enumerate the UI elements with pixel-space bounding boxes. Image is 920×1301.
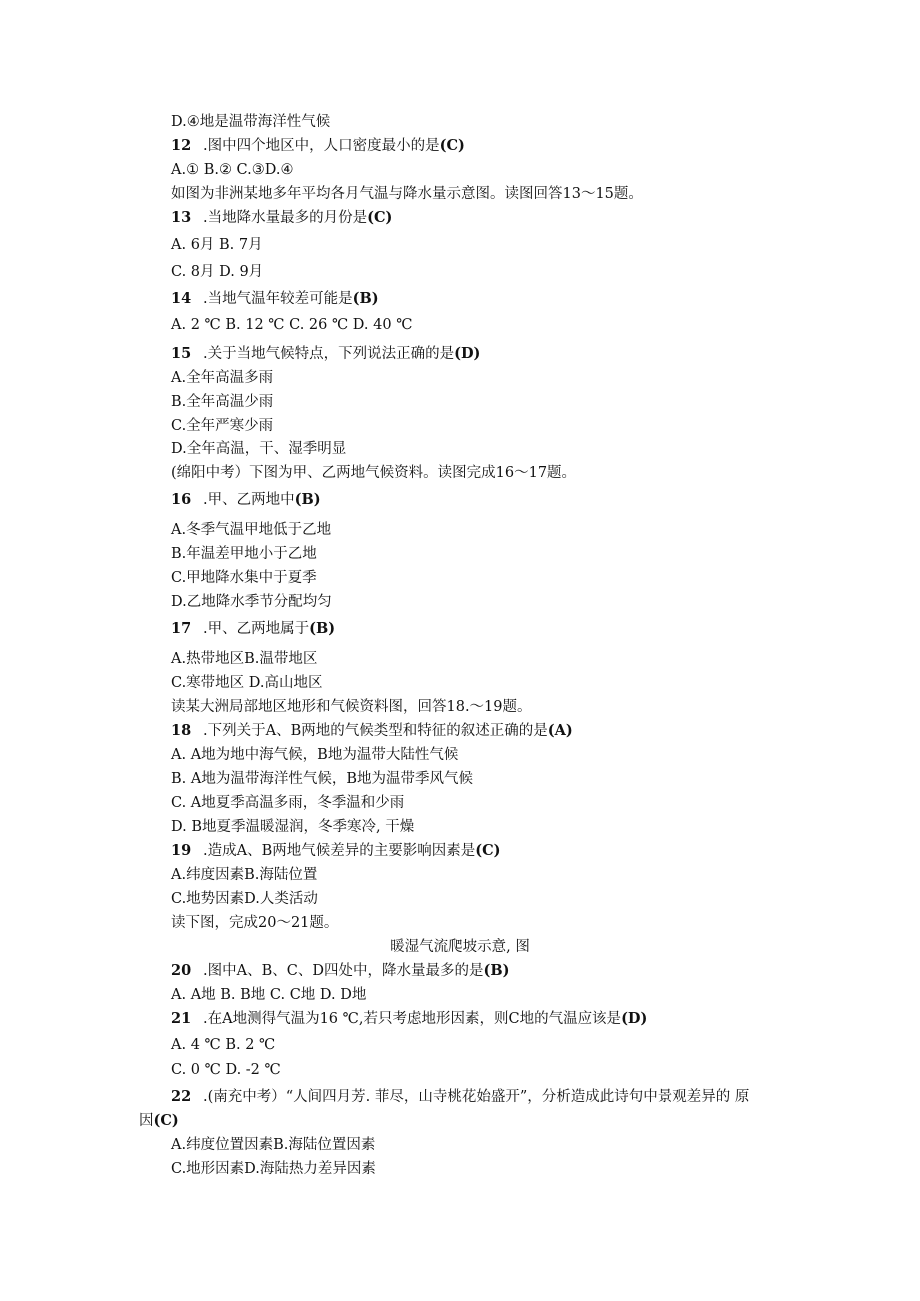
options-16-b: B.年温差甲地小于乙地 bbox=[171, 546, 317, 562]
options-19-a: A.纬度因素B.海陆位置 bbox=[171, 867, 318, 883]
section-intro-13-15: 如图为非洲某地多年平均各月气温与降水量示意图。读图回答13～15题。 bbox=[171, 186, 643, 202]
options-13-b: C. 8月 D. 9月 bbox=[171, 264, 264, 280]
options-18-d: D. B地夏季温暖湿润，冬季寒冷, 干燥 bbox=[171, 819, 415, 835]
options-20: A. A地 B. B地 C. C地 D. D地 bbox=[171, 987, 367, 1003]
options-19-b: C.地势因素D.人类活动 bbox=[171, 891, 318, 907]
question-16: 16 .甲、乙两地中(B) bbox=[171, 491, 321, 508]
options-13-a: A. 6月 B. 7月 bbox=[171, 237, 263, 253]
options-16-a: A.冬季气温甲地低于乙地 bbox=[171, 522, 332, 538]
options-17-a: A.热带地区B.温带地区 bbox=[171, 651, 318, 667]
options-21-a: A. 4 ℃ B. 2 ℃ bbox=[171, 1037, 276, 1053]
options-22-a: A.纬度位置因素B.海陆位置因素 bbox=[171, 1137, 376, 1153]
question-19: 19 .造成A、B两地气候差异的主要影响因素是(C) bbox=[171, 842, 501, 859]
question-14: 14 .当地气温年较差可能是(B) bbox=[171, 290, 379, 307]
question-13: 13 .当地降水量最多的月份是(C) bbox=[171, 209, 393, 226]
question-18: 18 .下列关于A、B两地的气候类型和特征的叙述正确的是(A) bbox=[171, 722, 573, 739]
options-17-b: C.寒带地区 D.高山地区 bbox=[171, 675, 323, 691]
options-22-b: C.地形因素D.海陆热力差异因素 bbox=[171, 1161, 376, 1177]
options-15-d: D.全年高温，干、湿季明显 bbox=[171, 441, 347, 457]
section-intro-20-21: 读下图，完成20～21题。 bbox=[171, 915, 339, 931]
options-12: A.① B.② C.③D.④ bbox=[171, 162, 294, 178]
options-18-a: A. A地为地中海气候，B地为温带大陆性气候 bbox=[171, 747, 459, 763]
question-17: 17 .甲、乙两地属于(B) bbox=[171, 620, 336, 637]
options-16-d: D.乙地降水季节分配均匀 bbox=[171, 594, 332, 610]
options-16-c: C.甲地降水集中于夏季 bbox=[171, 570, 317, 586]
options-18-c: C. A地夏季高温多雨，冬季温和少雨 bbox=[171, 795, 405, 811]
question-12: 12 .图中四个地区中，人口密度最小的是(C) bbox=[171, 137, 465, 154]
section-intro-18-19: 读某大洲局部地区地形和气候资料图，回答18.～19题。 bbox=[171, 699, 532, 715]
question-21: 21 .在A地测得气温为16 ℃,若只考虑地形因素，则C地的气温应该是(D) bbox=[171, 1010, 648, 1027]
options-21-b: C. 0 ℃ D. -2 ℃ bbox=[171, 1062, 281, 1078]
question-22-cont: 因(C) bbox=[139, 1112, 179, 1129]
figure-caption: 暖湿气流爬坡示意, 图 bbox=[390, 939, 530, 955]
question-15: 15 .关于当地气候特点，下列说法正确的是(D) bbox=[171, 345, 481, 362]
question-20: 20 .图中A、B、C、D四处中，降水量最多的是(B) bbox=[171, 962, 510, 979]
options-15-b: B.全年高温少雨 bbox=[171, 394, 274, 410]
option-line: D.④地是温带海洋性气候 bbox=[171, 114, 331, 130]
section-intro-16-17: (绵阳中考）下图为甲、乙两地气候资料。读图完成16～17题。 bbox=[171, 465, 577, 481]
options-18-b: B. A地为温带海洋性气候，B地为温带季风气候 bbox=[171, 771, 473, 787]
options-15-c: C.全年严寒少雨 bbox=[171, 418, 274, 434]
question-22: 22 .(南充中考）“人间四月芳. 菲尽，山寺桃花始盛开”，分析造成此诗句中景观差异的 原 bbox=[171, 1088, 750, 1105]
options-14: A. 2 ℃ B. 12 ℃ C. 26 ℃ D. 40 ℃ bbox=[171, 317, 413, 333]
options-15-a: A.全年高温多雨 bbox=[171, 370, 274, 386]
